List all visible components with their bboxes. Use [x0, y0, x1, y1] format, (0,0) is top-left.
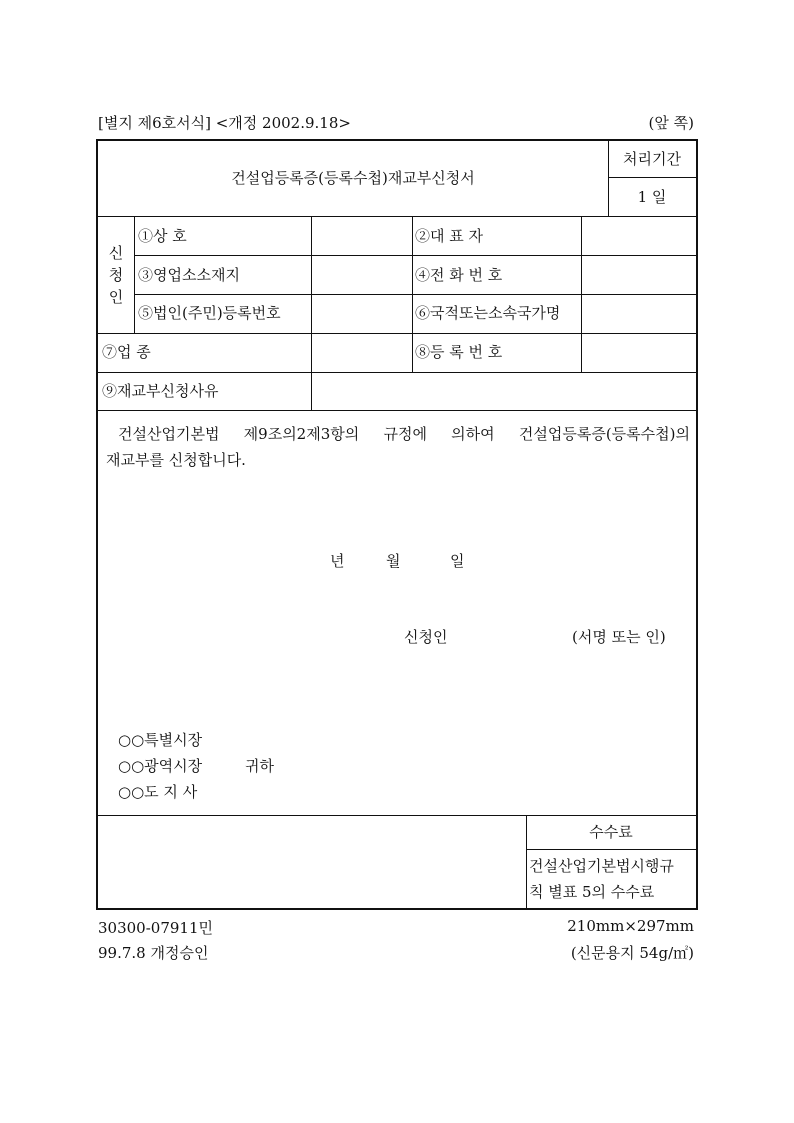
divider [581, 216, 582, 372]
trade-name-label: ①상 호 [138, 227, 187, 245]
divider [608, 177, 696, 178]
divider [98, 372, 696, 373]
divider [311, 372, 312, 410]
nationality-label: ⑥국적또는소속국가명 [415, 304, 561, 322]
divider [134, 294, 696, 295]
corp-reg-no-label: ⑤법인(주민)등록번호 [138, 304, 281, 322]
divider [526, 849, 696, 850]
divider [134, 255, 696, 256]
divider [311, 216, 312, 372]
divider [412, 216, 413, 372]
business-address-label: ③영업소소재지 [138, 266, 240, 284]
form-reference: [별지 제6호서식] <개정 2002.9.18> [98, 114, 351, 132]
paper-type: (신문용지 54g/㎡) [570, 944, 694, 962]
addressee-metro-city: ○○광역시장 [118, 757, 203, 775]
page-side-label: (앞 쪽) [648, 114, 694, 132]
date-year: 년 [330, 552, 345, 570]
statement-line-2: 재교부를 신청합니다. [106, 451, 246, 469]
application-form [96, 139, 698, 910]
approval-note: 99.7.8 개정승인 [98, 944, 209, 962]
paper-size: 210mm×297mm [567, 917, 694, 935]
form-code: 30300-07911민 [98, 919, 213, 937]
representative-label: ②대 표 자 [415, 227, 484, 245]
divider [98, 815, 696, 816]
divider [134, 216, 135, 333]
registration-no-label: ⑧등 록 번 호 [415, 343, 503, 361]
divider [98, 216, 696, 217]
fee-text-line-1: 건설산업기본법시행규 [529, 857, 674, 875]
fee-label: 수수료 [589, 823, 633, 841]
divider [98, 333, 696, 334]
business-type-label: ⑦업 종 [102, 343, 151, 361]
addressee-special-city: ○○특별시장 [118, 731, 203, 749]
fee-text-line-2: 칙 별표 5의 수수료 [529, 883, 655, 901]
date-month: 월 [386, 552, 401, 570]
applicant-group-label: 신 청 인 [108, 244, 124, 306]
processing-period-value: 1 일 [637, 188, 667, 206]
reissue-reason-label: ⑨재교부신청사유 [102, 382, 219, 400]
addressee-province: ○○도 지 사 [118, 783, 198, 801]
phone-label: ④전 화 번 호 [415, 266, 503, 284]
statement-line-1: 건설산업기본법 제9조의2제3항의 규정에 의하여 건설업등록증(등록수첩)의 [118, 425, 690, 443]
signature-note: (서명 또는 인) [572, 628, 666, 646]
date-day: 일 [450, 552, 465, 570]
divider [98, 410, 696, 411]
form-title: 건설업등록증(등록수첩)재교부신청서 [231, 169, 475, 187]
honorific: 귀하 [245, 757, 274, 775]
applicant-signature-label: 신청인 [404, 628, 448, 646]
processing-period-label: 처리기간 [623, 150, 681, 168]
